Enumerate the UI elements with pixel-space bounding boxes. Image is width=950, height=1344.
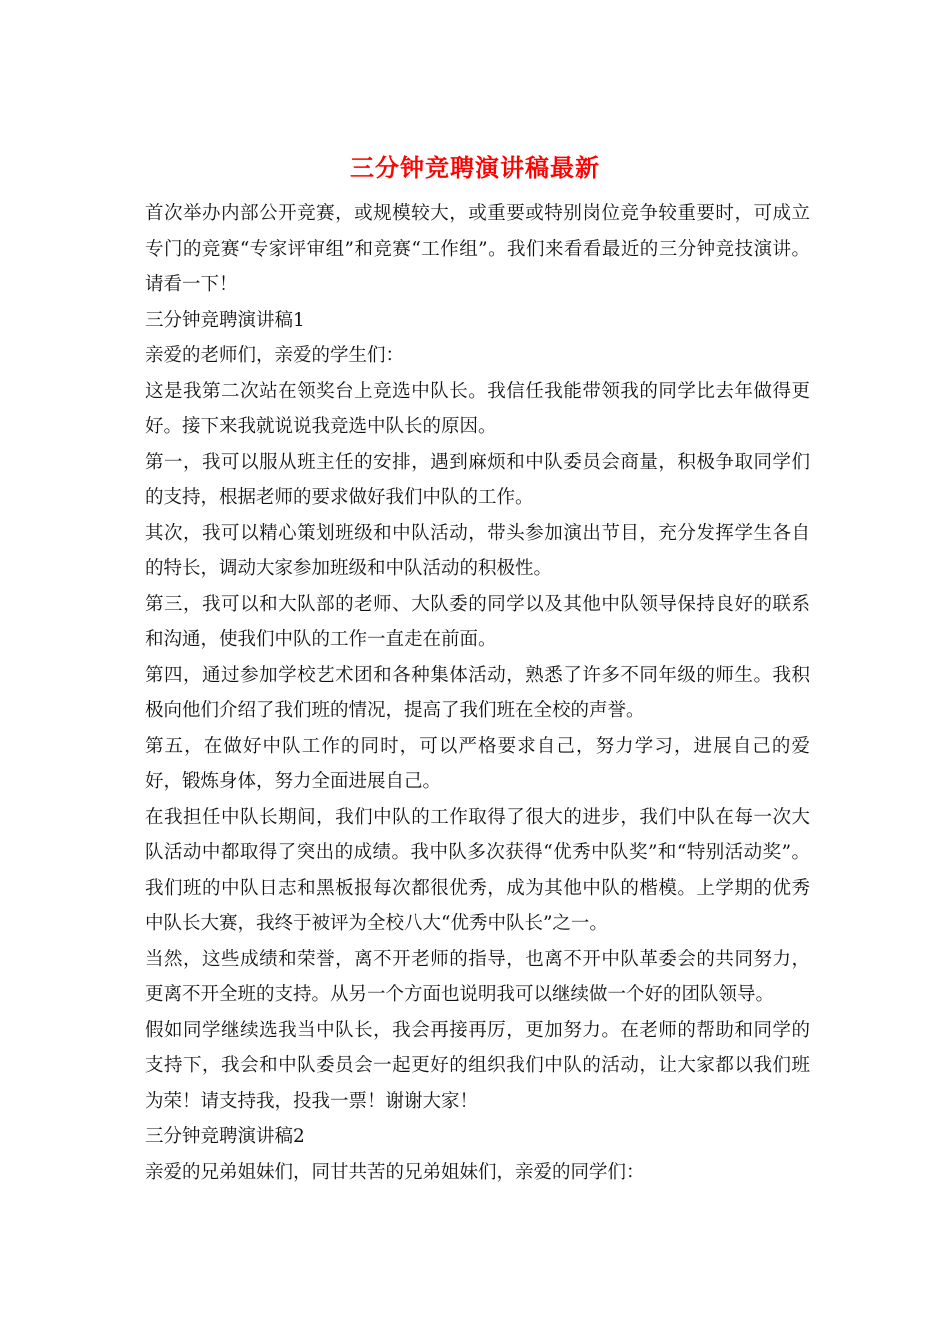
- paragraph: 这是我第二次站在领奖台上竞选中队长。我信任我能带领我的同学比去年做得更好。接下来我就说说我竞选中队长的原因。: [145, 380, 810, 437]
- paragraph: 当然，这些成绩和荣誉，离不开老师的指导，也离不开中队革委会的共同努力，更离不开全班的支持。从另一个方面也说明我可以继续做一个好的团队领导。: [145, 948, 810, 1005]
- document-body: [145, 196, 810, 1190]
- paragraph: 其次，我可以精心策划班级和中队活动，带头参加演出节目，充分发挥学生各自的特长，调动大家参加班级和中队活动的积极性。: [145, 522, 810, 579]
- document-title: 三分钟竞聘演讲稿最新: [350, 153, 600, 182]
- section-heading-1: 三分钟竞聘演讲稿1: [145, 309, 305, 331]
- salutation: 亲爱的老师们，亲爱的学生们：: [145, 345, 405, 366]
- paragraph: 第四，通过参加学校艺术团和各种集体活动，熟悉了许多不同年级的师生。我积极向他们介绍了我们班的情况，提高了我们班在全校的声誉。: [145, 664, 810, 721]
- paragraph: 假如同学继续选我当中队长，我会再接再厉，更加努力。在老师的帮助和同学的支持下，我会和中队委员会一起更好的组织我们中队的活动，让大家都以我们班为荣！请支持我，投我一票！谢谢大家！: [145, 1019, 810, 1112]
- paragraph: 在我担任中队长期间，我们中队的工作取得了很大的进步，我们中队在每一次大队活动中都取得了突出的成绩。我中队多次获得“优秀中队奖”和“特别活动奖”。我们班的中队日志和黑板报每次都很优秀，成为其他中队的楷模。上学期的优秀中队长大赛，我终于被评为全校八大“优秀中队长”之一。: [145, 806, 810, 934]
- paragraph: 第五，在做好中队工作的同时，可以严格要求自己，努力学习，进展自己的爱好，锻炼身体，努力全面进展自己。: [145, 735, 810, 792]
- paragraph: 第三，我可以和大队部的老师、大队委的同学以及其他中队领导保持良好的联系和沟通，使我们中队的工作一直走在前面。: [145, 593, 810, 650]
- section-heading-2: 三分钟竞聘演讲稿2: [145, 1126, 305, 1147]
- paragraph-intro: 首次举办内部公开竞赛，或规模较大，或重要或特别岗位竞争较重要时，可成立专门的竞赛“专家评审组”和竞赛“工作组”。我们来看看最近的三分钟竞技演讲。请看一下！: [145, 203, 810, 295]
- paragraph: 第一，我可以服从班主任的安排，遇到麻烦和中队委员会商量，积极争取同学们的支持，根据老师的要求做好我们中队的工作。: [145, 451, 810, 508]
- salutation: 亲爱的兄弟姐妹们，同甘共苦的兄弟姐妹们，亲爱的同学们：: [145, 1161, 645, 1183]
